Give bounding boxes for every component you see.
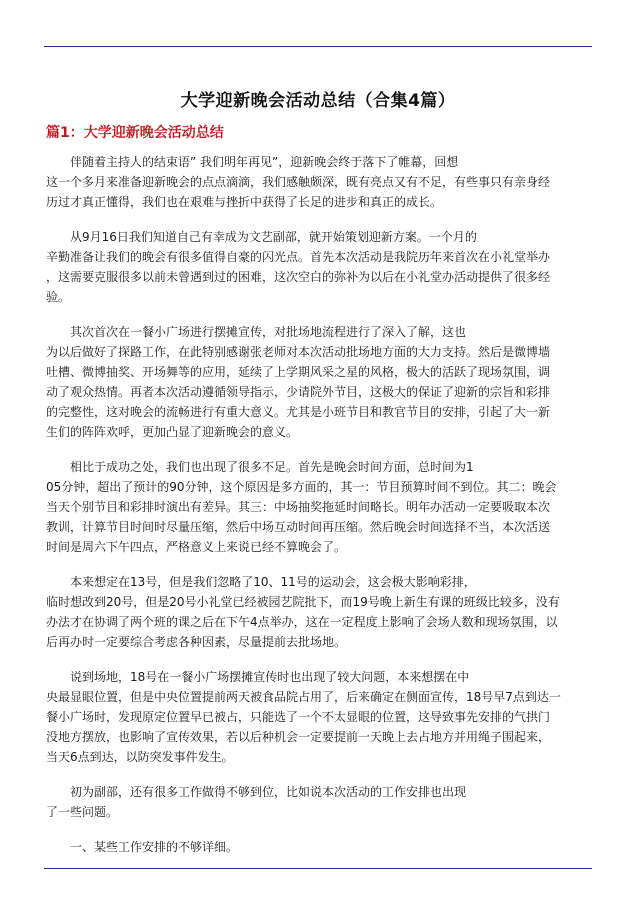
paragraph-line: 当天6点到达，以防突发事件发生。 [46, 750, 234, 764]
paragraph-line: 生们的阵阵欢呼，更加凸显了迎新晚会的意义。 [46, 425, 299, 439]
paragraph-line: 验。 [46, 290, 71, 304]
paragraph-line: 吐槽、微博抽奖、开场舞等的应用，延续了上学期风采之星的风格，极大的活跃了现场氛围，调 [46, 365, 551, 379]
paragraph-line: 没地方摆放，也影响了宣传效果，若以后种机会一定要提前一天晚上去占地方并用绳子围起来， [46, 730, 551, 744]
paragraph-line: 办法才在协调了两个班的课之后在下午4点举办，这在一定程度上影响了会场人数和现场氛围，以 [46, 615, 558, 629]
paragraph-line: 历过才真正懂得，我们也在艰难与挫折中获得了长足的进步和真正的成长。 [46, 195, 443, 209]
paragraph-line: 说到场地，18号在一餐小广场摆摊宣传时也出现了较大问题，本来想摆在中 [70, 670, 470, 684]
paragraph-line: 为以后做好了探路工作，在此特别感谢张老师对本次活动批场地方面的大力支持。然后是微博墙 [46, 345, 551, 359]
paragraph-line: 伴随着主持人的结束语” 我们明年再见”，迎新晚会终于落下了帷幕，回想 [70, 155, 459, 169]
body-paragraph [46, 667, 590, 767]
body-paragraph [46, 322, 590, 442]
paragraph-line: 的完整性，这对晚会的流畅进行有重大意义。尤其是小班节目和教官节目的安排，引起了大一新 [46, 405, 551, 419]
paragraph-line: 相比于成功之处，我们也出现了很多不足。首先是晚会时间方面，总时间为1 [70, 460, 474, 474]
footer-rule [44, 868, 592, 869]
body-paragraph [46, 227, 590, 307]
paragraph-line: 其次首次在一餐小广场进行摆摊宣传，对批场地流程进行了深入了解，这也 [70, 325, 467, 339]
paragraph-line: 一、某些工作安排的不够详细。 [70, 840, 239, 854]
body-paragraph [46, 572, 590, 652]
paragraph-line: 后再办时一定要综合考虑各种因素，尽量提前去批场地。 [46, 635, 347, 649]
paragraph-line: 初为副部，还有很多工作做得不够到位，比如说本次活动的工作安排也出现 [70, 785, 467, 799]
paragraph-line: 当天个别节目和彩排时演出有差异。其三：中场抽奖拖延时间略长。明年办活动一定要吸取本次 [46, 500, 551, 514]
body-paragraph [46, 457, 590, 557]
paragraph-line: 05分钟，超出了预计的90分钟，这个原因是多方面的，其一：节目预算时间不到位。其二：晚会 [46, 480, 557, 494]
paragraph-line: 时间是周六下午四点，严格意义上来说已经不算晚会了。 [46, 540, 347, 554]
paragraph-line: 本来想定在13号，但是我们忽略了10、11号的运动会，这会极大影响彩排， [70, 575, 476, 589]
paragraph-line: 动了观众热情。再者本次活动遵循领导指示，少请院外节目，这极大的保证了迎新的宗旨和彩排 [46, 385, 551, 399]
header-rule [44, 46, 592, 47]
body-paragraph [46, 837, 590, 857]
paragraph-line: 央最显眼位置，但是中央位置提前两天被食品院占用了，后来确定在侧面宣传，18号早7点到达一 [46, 690, 561, 704]
paragraph-line: 临时想改到20号，但是20号小礼堂已经被园艺院批下，而19号晚上新生有课的班级比较多，没有 [46, 595, 560, 609]
paragraph-line: ，这需要克服很多以前未曾遇到过的困难，这次空白的弥补为以后在小礼堂办活动提供了很多经 [46, 270, 551, 284]
document-title: 大学迎新晚会活动总结（合集4篇） [180, 91, 456, 111]
paragraph-line: 辛勤准备让我们的晚会有很多值得自豪的闪光点。首先本次活动是我院历年来首次在小礼堂举办 [46, 250, 551, 264]
body-paragraph [46, 152, 590, 212]
document-body [46, 152, 590, 857]
paragraph-line: 教训，计算节目时间时尽量压缩，然后中场互动时间再压缩。然后晚会时间选择不当，本次活送 [46, 520, 551, 534]
paragraph-line: 这一个多月来准备迎新晚会的点点滴滴，我们感触颇深，既有亮点又有不足，有些事只有亲身经 [46, 175, 551, 189]
paragraph-line: 从9月16日我们知道自己有幸成为文艺副部，就开始策划迎新方案。一个月的 [70, 230, 477, 244]
body-paragraph [46, 782, 590, 822]
section-heading: 篇1：大学迎新晚会活动总结 [46, 125, 224, 141]
paragraph-line: 餐小广场时，发现原定位置早已被占，只能选了一个不太显眼的位置，这导致事先安排的气拱门 [46, 710, 551, 724]
paragraph-line: 了一些问题。 [46, 805, 119, 819]
